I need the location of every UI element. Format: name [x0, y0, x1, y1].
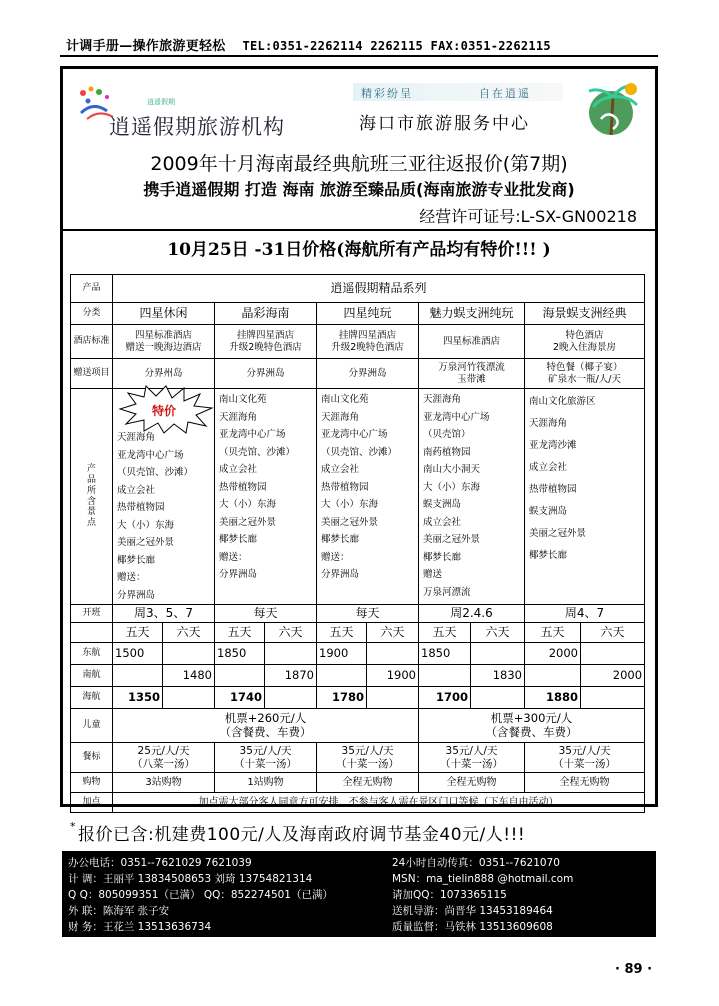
shopping-stops: 1站购物 [215, 773, 317, 793]
price-row-dongfang [71, 643, 645, 665]
price-cell: 1870 [265, 665, 317, 687]
days-label: 五天 [525, 623, 581, 643]
price-cell: 1700 [419, 687, 471, 709]
scenic-spot: 热带植物园 [321, 481, 369, 493]
hotel-standard: 特色酒店 2晚入住海景房 [525, 325, 645, 359]
price-period-title: 10月25日 -31日价格(海航所有产品均有特价!!! ) [167, 240, 551, 260]
planner-contact: 计 调：王丽平 13834508653 刘琦 13754821314 [68, 873, 313, 885]
fax-number: 24小时自动传真：0351--7621070 [392, 857, 560, 869]
license-number: 经营许可证号:L-SX-GN00218 [419, 207, 637, 226]
row-label-product: 产品 [71, 275, 113, 303]
scenic-spot: 赠送： [321, 551, 350, 563]
departure-days: 每天 [215, 605, 317, 623]
scenic-spot: 分界洲岛 [219, 569, 258, 580]
departure-days: 周4、7 [525, 605, 645, 623]
row-label-category: 分类 [71, 303, 113, 325]
price-row-nanfang [71, 665, 645, 687]
logo-text: 逍遥假期旅游机构 [109, 115, 285, 139]
series-name: 逍遥假期精品系列 [113, 275, 645, 303]
scenic-spot: 热带植物园 [529, 484, 577, 495]
gift-item: 分界洲岛 [317, 359, 419, 389]
price-cell [581, 643, 645, 665]
price-cell [113, 665, 163, 687]
days-label: 六天 [471, 623, 525, 643]
logo-small-text: 逍遥假期 [147, 98, 175, 106]
scenic-spot: 天涯海角 [423, 394, 462, 405]
product-name: 晶彩海南 [215, 303, 317, 325]
shopping-stops: 3站购物 [113, 773, 215, 793]
meal-standard [215, 743, 317, 773]
scenic-spot: 美丽之冠外景 [321, 516, 379, 528]
meal-detail: （十菜一汤） [553, 757, 617, 770]
row-label-hotel: 酒店标准 [71, 325, 113, 359]
child-price-b [419, 709, 645, 743]
row-label-dongfang: 东航 [71, 643, 113, 665]
row-label-departure: 开班 [71, 605, 113, 623]
office-phone: 办公电话：0351--7621029 7621039 [68, 857, 252, 869]
price-cell [471, 687, 525, 709]
row-label-nanfang: 南航 [71, 665, 113, 687]
scenic-spot: 分界洲岛 [117, 589, 156, 601]
scenic-spot: 大（小）东海 [321, 499, 379, 510]
meal-detail: （八菜一汤） [132, 757, 195, 770]
scenic-spot: 天涯海角 [529, 418, 568, 429]
asterisk: * [70, 820, 76, 833]
slogan-right: 自在逍遥 [479, 87, 531, 100]
days-label: 六天 [367, 623, 419, 643]
price-cell: 2000 [525, 643, 581, 665]
main-title: 2009年十月海南最经典航班三亚往返报价(第7期) [150, 153, 568, 175]
scenic-spot: 亚龙湾中心广场 [321, 429, 388, 440]
scenic-spot: 热带植物园 [219, 481, 267, 493]
qq-new: 请加QQ：1073365115 [392, 889, 507, 901]
divider [60, 55, 658, 57]
topbar-phones: TEL:0351-2262114 2262115 FAX:0351-2262115 [242, 39, 551, 53]
quality-contact: 质量监督：马铁林 13513609608 [392, 921, 553, 933]
page-number: · 89 · [615, 962, 653, 977]
meal-standard [525, 743, 645, 773]
msn-contact: MSN：ma_tielin888 @hotmail.com [392, 873, 574, 885]
meal-detail: （十菜一汤） [336, 757, 399, 770]
palm-tree-logo-icon [571, 75, 647, 139]
scenic-list [525, 389, 645, 605]
scenic-list [419, 389, 525, 605]
shopping-stops: 全程无购物 [525, 773, 645, 793]
finance-contact: 财 务：王花兰 13513636734 [68, 921, 212, 933]
scenic-spot: （贝壳馆、沙滩） [219, 446, 296, 458]
slogan-left: 精彩纷呈 [361, 87, 413, 100]
price-cell: 1780 [317, 687, 367, 709]
days-label: 五天 [113, 623, 163, 643]
price-cell [367, 687, 419, 709]
scenic-list [215, 389, 317, 605]
row-label-child: 儿童 [71, 709, 113, 743]
center-name: 海口市旅游服务中心 [359, 114, 530, 134]
meal-price: 35元/人/天 [558, 744, 611, 757]
scenic-spot: 分界洲岛 [321, 569, 360, 580]
child-price-b-line2: （含餐费、车费） [485, 724, 578, 739]
price-cell [215, 665, 265, 687]
departure-days: 每天 [317, 605, 419, 623]
gift-item: 分界洲岛 [215, 359, 317, 389]
child-price-b-line1: 机票+300元/人 [490, 710, 573, 725]
child-price-a [113, 709, 419, 743]
price-cell: 1850 [215, 643, 265, 665]
price-cell [419, 665, 471, 687]
days-label: 六天 [265, 623, 317, 643]
scenic-spot: 美丽之冠外景 [529, 528, 587, 539]
price-cell: 1350 [113, 687, 163, 709]
scenic-spot: 大（小）东海 [117, 519, 175, 531]
scenic-spot: 蜈支洲岛 [529, 506, 568, 517]
days-label: 五天 [215, 623, 265, 643]
scenic-spot: （贝壳馆、沙滩） [117, 467, 194, 478]
product-name: 海景蜈支洲经典 [525, 303, 645, 325]
departure-days: 周3、5、7 [113, 605, 215, 623]
days-label: 六天 [163, 623, 215, 643]
slogan-banner [353, 83, 563, 101]
qq-contact: Q Q：805099351（已满） QQ：852274501（已满） [68, 889, 333, 901]
shopping-stops: 全程无购物 [419, 773, 525, 793]
liaison-contact: 外 联：陈海军 张子安 [68, 905, 170, 917]
scenic-spot: 椰梦长廊 [321, 534, 360, 545]
row-label-scenic: 产品所含景点 [71, 389, 113, 605]
meal-price: 25元/人/天 [137, 744, 190, 757]
topbar-slogan: 计调手册—操作旅游更轻松 [66, 39, 226, 54]
row-label-extra: 加点 [71, 793, 113, 813]
row-label-meal: 餐标 [71, 743, 113, 773]
price-cell: 1480 [163, 665, 215, 687]
child-price-a-line2: （含餐费、车费） [219, 724, 312, 739]
scenic-spot: （贝壳馆、沙滩） [321, 446, 398, 458]
scenic-spot: 椰梦长廊 [529, 550, 568, 561]
scenic-list [317, 389, 419, 605]
top-bar [66, 35, 656, 53]
meal-price: 35元/人/天 [239, 744, 292, 757]
price-cell: 1900 [367, 665, 419, 687]
scenic-spot: 椰梦长廊 [423, 551, 462, 563]
price-cell [525, 665, 581, 687]
scenic-spot: 大（小）东海 [423, 481, 481, 493]
scenic-spot: 成立会社 [219, 464, 258, 475]
scenic-spot: 天涯海角 [321, 411, 360, 423]
scenic-spot: 成立会社 [423, 516, 462, 528]
row-label-gift: 赠送项目 [71, 359, 113, 389]
days-label: 五天 [419, 623, 471, 643]
scenic-spot: 南山大小洞天 [423, 464, 481, 475]
scenic-spot: 南药植物园 [423, 446, 471, 458]
scenic-spot: 亚龙湾中心广场 [219, 429, 286, 440]
price-cell: 1880 [525, 687, 581, 709]
scenic-spot: 椰梦长廊 [117, 554, 156, 566]
shopping-stops: 全程无购物 [317, 773, 419, 793]
price-table [70, 274, 645, 813]
price-cell [265, 643, 317, 665]
days-label: 六天 [581, 623, 645, 643]
special-price-tag: 特价 [152, 404, 177, 418]
scenic-spot: 美丽之冠外景 [117, 537, 175, 548]
scenic-spot: 南山文化苑 [219, 394, 267, 405]
scenic-spot: 天涯海角 [117, 432, 156, 443]
row-label-shopping: 购物 [71, 773, 113, 793]
scenic-spot: 万泉河漂流 [423, 586, 471, 598]
child-price-a-line1: 机票+260元/人 [224, 710, 307, 725]
scenic-spot: 成立会社 [117, 484, 156, 496]
meal-detail: （十菜一汤） [234, 757, 297, 770]
scenic-spot: 热带植物园 [117, 502, 165, 513]
divider [63, 229, 655, 231]
meal-standard [113, 743, 215, 773]
price-cell [471, 643, 525, 665]
subtitle: 携手逍遥假期 打造 海南 旅游至臻品质(海南旅游专业批发商) [143, 180, 575, 199]
price-cell [581, 687, 645, 709]
meal-standard [317, 743, 419, 773]
hotel-standard: 四星标准酒店 [419, 325, 525, 359]
price-cell: 1500 [113, 643, 163, 665]
scenic-spot: 蜈支洲岛 [423, 499, 462, 510]
hotel-standard: 四星标准酒店 赠送一晚海边酒店 [113, 325, 215, 359]
scenic-spot: 亚龙湾沙滩 [529, 440, 577, 451]
guide-contact: 送机导游：尚晋华 13453189464 [392, 905, 553, 917]
scenic-spot: 美丽之冠外景 [423, 534, 481, 545]
price-cell [163, 643, 215, 665]
hotel-standard: 挂牌四星酒店 升级2晚特色酒店 [317, 325, 419, 359]
gift-item: 分界州岛 [113, 359, 215, 389]
scenic-spot: 天涯海角 [219, 411, 258, 423]
scenic-spot: （贝壳馆） [423, 429, 471, 440]
fees-text: 报价已含:机建费100元/人及海南政府调节基金40元/人!!! [78, 825, 526, 845]
product-name: 四星休闲 [113, 303, 215, 325]
header [63, 69, 655, 143]
scenic-spot: 成立会社 [321, 464, 360, 475]
price-row-hainan [71, 687, 645, 709]
scenic-spot: 南山文化苑 [321, 394, 369, 405]
departure-days: 周2.4.6 [419, 605, 525, 623]
scenic-spot: 美丽之冠外景 [219, 516, 277, 528]
hotel-standard: 挂牌四星酒店 升级2晚特色酒店 [215, 325, 317, 359]
price-cell: 2000 [581, 665, 645, 687]
scenic-spot: 亚龙湾中心广场 [117, 449, 184, 461]
price-cell: 1850 [419, 643, 471, 665]
scenic-spot: 大（小）东海 [219, 499, 277, 510]
product-name: 四星纯玩 [317, 303, 419, 325]
days-row [71, 623, 645, 643]
price-cell: 1830 [471, 665, 525, 687]
meal-price: 35元/人/天 [341, 744, 394, 757]
scenic-spot: 赠送： [219, 551, 248, 563]
gift-item: 特色餐（椰子宴） 矿泉水一瓶/人/天 [525, 359, 645, 389]
price-cell [367, 643, 419, 665]
price-cell [265, 687, 317, 709]
gift-item: 万泉河竹筏漂流 玉带滩 [419, 359, 525, 389]
extra-note: 加点需大部分客人同意方可安排，不参与客人需在景区门口等候（下车自由活动） [113, 793, 645, 813]
scenic-spot: 椰梦长廊 [219, 534, 258, 545]
scenic-spot: 赠送 [423, 569, 443, 580]
scenic-spot: 赠送： [117, 572, 146, 583]
row-label-hainan: 海航 [71, 687, 113, 709]
fees-note [70, 820, 525, 845]
price-cell: 1740 [215, 687, 265, 709]
price-cell [163, 687, 215, 709]
price-cell: 1900 [317, 643, 367, 665]
contact-block [62, 851, 656, 937]
days-label: 五天 [317, 623, 367, 643]
meal-price: 35元/人/天 [445, 744, 498, 757]
product-name: 魅力蜈支洲纯玩 [419, 303, 525, 325]
price-cell [317, 665, 367, 687]
scenic-spot: 成立会社 [529, 462, 568, 473]
meal-standard [419, 743, 525, 773]
scenic-spot: 南山文化旅游区 [529, 396, 596, 407]
meal-detail: （十菜一汤） [440, 757, 503, 770]
scenic-spot: 亚龙湾中心广场 [423, 411, 490, 423]
